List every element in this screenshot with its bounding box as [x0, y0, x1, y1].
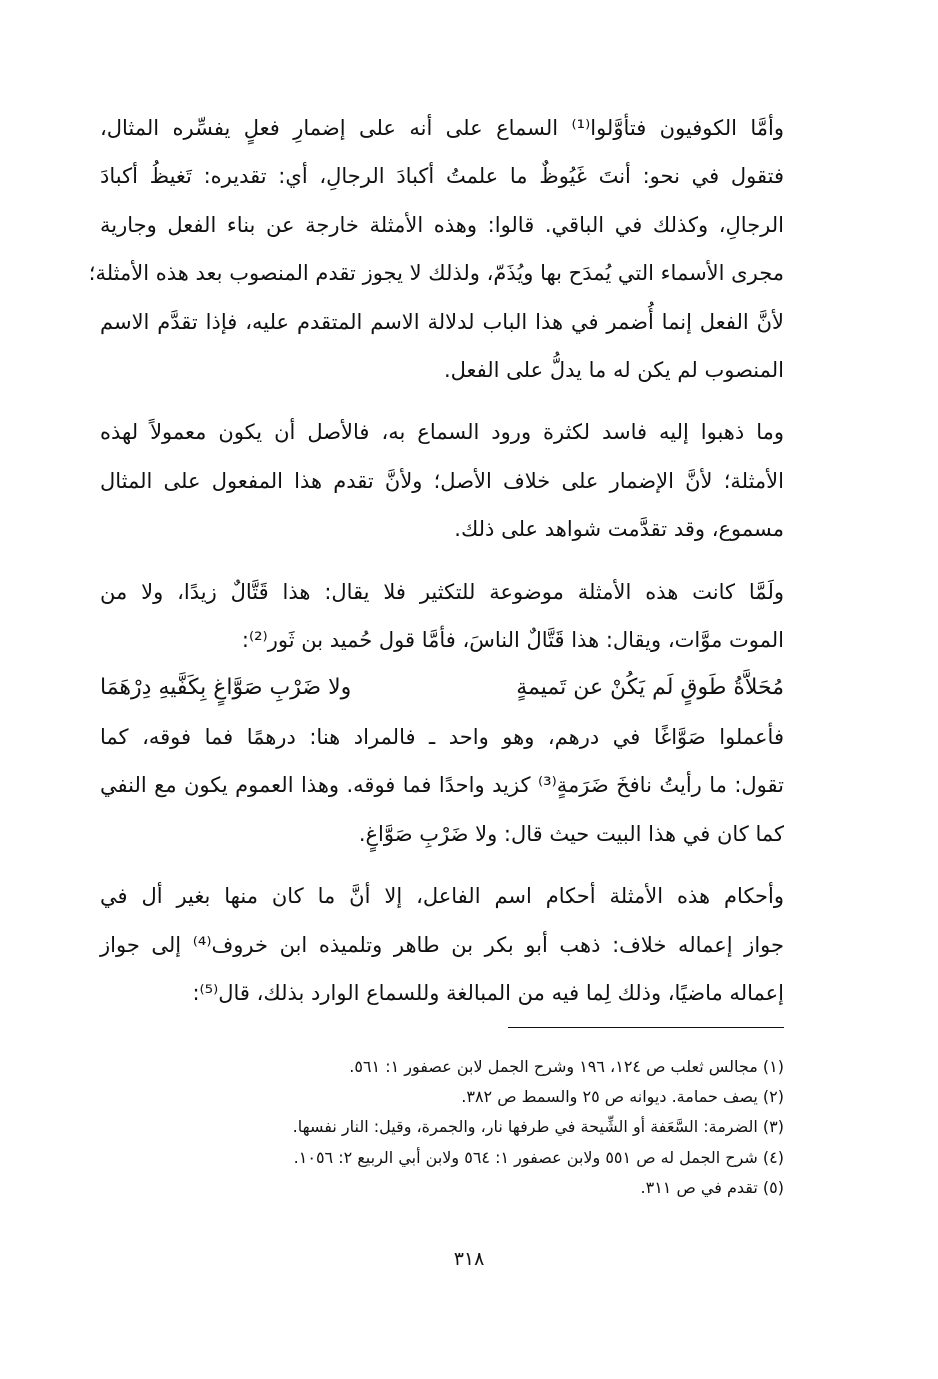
text-line: تقول: ما رأيتُ نافخَ ضَرَمةٍ⁽³⁾ كزيد واحدًا فما فوقه. وهذا العموم يكون مع النفي — [100, 773, 785, 798]
paragraph-kufans — [88, 104, 784, 394]
text-line: الموت موَّات، ويقال: هذا قَتَّالٌ الناسَ، فأمَّا قول حُميد بن ثَور⁽²⁾: — [241, 628, 784, 653]
page-number: ٣١٨ — [453, 1248, 485, 1270]
paragraph-intensive-forms — [100, 568, 784, 665]
poetry-verse — [100, 664, 784, 712]
text-line: الأمثلة؛ لأنَّ الإضمار على خلاف الأصل؛ ولأنَّ تقدم هذا المفعول على المثال — [100, 468, 784, 493]
text-line: وما ذهبوا إليه فاسد لكثرة ورود السماع به، فالأصل أن يكون معمولاً لهذه — [100, 420, 784, 445]
text-line: الرجالِ، وكذلك في الباقي. قالوا: وهذه الأمثلة خارجة عن بناء الفعل وجارية — [100, 212, 784, 237]
footnote-1: (١) مجالس ثعلب ص ١٢٤، ١٩٦ وشرح الجمل لابن عصفور ١: ٥٦١. — [349, 1057, 784, 1076]
footnote-4: (٤) شرح الجمل له ص ٥٥١ ولابن عصفور ١: ٥٦٤ ولابن أبي الربيع ٢: ١٠٥٦. — [293, 1147, 784, 1167]
text-line: جواز إعماله خلاف: ذهب أبو بكر بن طاهر وتلميذه ابن خروف⁽⁴⁾ إلى جواز — [100, 932, 784, 957]
footnote-5: (٥) تقدم في ص ٣١١. — [640, 1177, 784, 1197]
text-line: لأنَّ الفعل إنما أُضمر في هذا الباب لدلالة الاسم المتقدم عليه، فإذا تقدَّم الاسم — [100, 309, 784, 334]
text-line: مجرى الأسماء التي يُمدَح بها ويُذَمّ، ولذلك لا يجوز تقدم المنصوب بعد هذه الأمثلة؛ — [88, 261, 784, 286]
text-line: وأمَّا الكوفيون فتأوَّلوا⁽¹⁾ السماع على أنه على إضمارِ فعلٍ يفسِّره المثال، — [100, 116, 784, 140]
text-line: ولَمَّا كانت هذه الأمثلة موضوعة للتكثير فلا يقال: هذا قَتَّالٌ زيدًا، ولا من — [100, 579, 784, 604]
verse-second-hemistich: ولا ضَرْبِ صَوَّاغٍ بِكَفَّيهِ دِرْهَمَا — [100, 675, 352, 701]
footnote-3: (٣) الضرمة: السَّعَفة أو الشِّيحة في طرفها نار، والجمرة، وقيل: النار نفسها. — [292, 1117, 784, 1137]
paragraph-rulings — [100, 872, 784, 1017]
text-line: فتقول في نحو: أنتَ غَيُوظٌ ما علمتُ أكبادَ الرجالِ، أي: تقديره: تَغيظُ أكبادَ — [100, 164, 784, 189]
text-line: مسموع، وقد تقدَّمت شواهد على ذلك. — [454, 517, 784, 542]
text-line: فأعملوا صَوَّاغًا في درهم، وهو واحد ـ فالمراد هنا: درهمًا فما فوقه، كما — [100, 724, 784, 749]
footnotes — [100, 1052, 784, 1203]
footnote-divider — [508, 1027, 784, 1028]
text-line: كما كان في هذا البيت حيث قال: ولا ضَرْبِ صَوَّاغٍ. — [358, 821, 784, 846]
footnote-2: (٢) يصف حمامة. ديوانه ص ٢٥ والسمط ص ٣٨٢. — [461, 1087, 784, 1107]
text-line: المنصوب لم يكن له ما يدلُّ على الفعل. — [443, 358, 784, 383]
text-line: إعماله ماضيًا، وذلك لِما فيه من المبالغة وللسماع الوارد بذلك، قال⁽⁵⁾: — [192, 980, 784, 1005]
verse-first-hemistich: مُحَلاَّةُ طَوقٍ لَم يَكُنْ عن تَميمةٍ — [516, 675, 784, 701]
paragraph-refutation — [100, 408, 784, 553]
paragraph-verse-explanation — [100, 713, 784, 858]
body-text — [88, 104, 785, 1017]
text-line: وأحكام هذه الأمثلة أحكام اسم الفاعل، إلا أنَّ ما كان منها بغير أل في — [100, 884, 784, 909]
